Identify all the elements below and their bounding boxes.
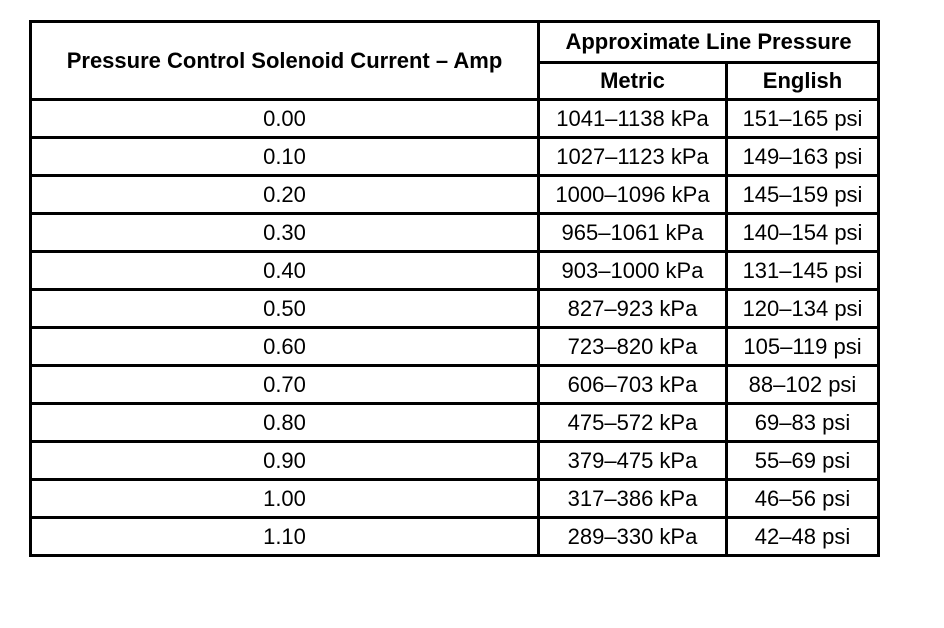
english-column-header: English xyxy=(727,63,879,100)
table-row xyxy=(31,518,879,556)
current-cell: 0.90 xyxy=(31,442,539,480)
english-cell: 88–102 psi xyxy=(727,366,879,404)
table-row xyxy=(31,138,879,176)
table-row xyxy=(31,290,879,328)
metric-cell: 1000–1096 kPa xyxy=(539,176,727,214)
table-row xyxy=(31,100,879,138)
current-cell: 0.10 xyxy=(31,138,539,176)
table-row xyxy=(31,442,879,480)
metric-cell: 827–923 kPa xyxy=(539,290,727,328)
table-row xyxy=(31,366,879,404)
table-row xyxy=(31,328,879,366)
current-cell: 0.50 xyxy=(31,290,539,328)
current-cell: 0.70 xyxy=(31,366,539,404)
english-cell: 42–48 psi xyxy=(727,518,879,556)
current-cell: 0.20 xyxy=(31,176,539,214)
current-cell: 0.40 xyxy=(31,252,539,290)
line-pressure-group-header: Approximate Line Pressure xyxy=(539,22,879,63)
table-row xyxy=(31,176,879,214)
header-row-top xyxy=(31,22,879,63)
metric-cell: 475–572 kPa xyxy=(539,404,727,442)
table-body xyxy=(31,100,879,556)
table-row xyxy=(31,480,879,518)
table-header xyxy=(31,22,879,100)
table-row xyxy=(31,214,879,252)
metric-cell: 723–820 kPa xyxy=(539,328,727,366)
table-row xyxy=(31,252,879,290)
english-cell: 55–69 psi xyxy=(727,442,879,480)
english-cell: 151–165 psi xyxy=(727,100,879,138)
metric-cell: 606–703 kPa xyxy=(539,366,727,404)
metric-cell: 965–1061 kPa xyxy=(539,214,727,252)
metric-cell: 379–475 kPa xyxy=(539,442,727,480)
metric-cell: 1041–1138 kPa xyxy=(539,100,727,138)
current-cell: 1.10 xyxy=(31,518,539,556)
metric-cell: 289–330 kPa xyxy=(539,518,727,556)
current-cell: 0.30 xyxy=(31,214,539,252)
english-cell: 131–145 psi xyxy=(727,252,879,290)
current-cell: 0.60 xyxy=(31,328,539,366)
metric-cell: 903–1000 kPa xyxy=(539,252,727,290)
english-cell: 69–83 psi xyxy=(727,404,879,442)
current-cell: 1.00 xyxy=(31,480,539,518)
metric-cell: 317–386 kPa xyxy=(539,480,727,518)
table-row xyxy=(31,404,879,442)
metric-column-header: Metric xyxy=(539,63,727,100)
english-cell: 105–119 psi xyxy=(727,328,879,366)
current-column-header: Pressure Control Solenoid Current – Amp xyxy=(31,22,539,100)
english-cell: 145–159 psi xyxy=(727,176,879,214)
english-cell: 120–134 psi xyxy=(727,290,879,328)
english-cell: 149–163 psi xyxy=(727,138,879,176)
pressure-table xyxy=(29,20,880,557)
current-cell: 0.00 xyxy=(31,100,539,138)
metric-cell: 1027–1123 kPa xyxy=(539,138,727,176)
current-cell: 0.80 xyxy=(31,404,539,442)
english-cell: 140–154 psi xyxy=(727,214,879,252)
english-cell: 46–56 psi xyxy=(727,480,879,518)
